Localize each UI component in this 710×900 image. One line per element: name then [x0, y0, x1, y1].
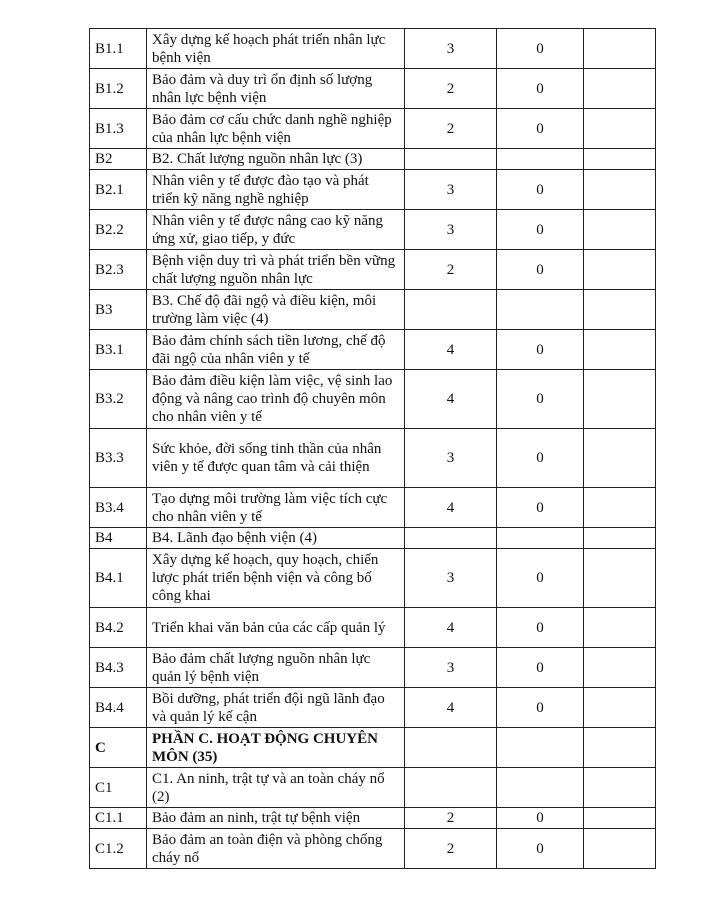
criterion-score: [497, 768, 584, 808]
table-row: [90, 290, 656, 330]
criterion-note: [584, 648, 656, 688]
criterion-name: Bảo đảm điều kiện làm việc, vệ sinh lao động và nâng cao trình độ chuyên môn cho nhân viên y tế: [147, 370, 405, 429]
criterion-score: 0: [497, 69, 584, 109]
criterion-name: Bệnh viện duy trì và phát triển bền vững chất lượng nguồn nhân lực: [147, 250, 405, 290]
criterion-max-score: 4: [405, 370, 497, 429]
criterion-code: B4: [90, 528, 147, 549]
criterion-note: [584, 250, 656, 290]
criterion-max-score: [405, 528, 497, 549]
criterion-score: 0: [497, 549, 584, 608]
table-row: [90, 330, 656, 370]
table-row: [90, 768, 656, 808]
table-row: [90, 728, 656, 768]
criterion-score: [497, 528, 584, 549]
criterion-name: B4. Lãnh đạo bệnh viện (4): [147, 528, 405, 549]
criterion-max-score: 2: [405, 808, 497, 829]
criterion-note: [584, 488, 656, 528]
criterion-note: [584, 149, 656, 170]
table-row: [90, 808, 656, 829]
criterion-max-score: 3: [405, 170, 497, 210]
criterion-note: [584, 829, 656, 869]
criterion-note: [584, 688, 656, 728]
criterion-max-score: 2: [405, 829, 497, 869]
criterion-name: Nhân viên y tế được nâng cao kỹ năng ứng xử, giao tiếp, y đức: [147, 210, 405, 250]
criterion-code: C1.2: [90, 829, 147, 869]
criterion-code: B2.3: [90, 250, 147, 290]
table-row: [90, 109, 656, 149]
table-row: [90, 528, 656, 549]
criterion-code: B2.1: [90, 170, 147, 210]
criterion-name: C1. An ninh, trật tự và an toàn cháy nổ (2): [147, 768, 405, 808]
criterion-name: Bảo đảm chất lượng nguồn nhân lực quản lý bệnh viện: [147, 648, 405, 688]
criterion-note: [584, 549, 656, 608]
criteria-table: [89, 28, 656, 869]
criterion-name: Bảo đảm cơ cấu chức danh nghề nghiệp của nhân lực bệnh viện: [147, 109, 405, 149]
criterion-max-score: 4: [405, 330, 497, 370]
criterion-score: [497, 290, 584, 330]
criterion-max-score: [405, 768, 497, 808]
table-row: [90, 648, 656, 688]
criterion-name: Bảo đảm an toàn điện và phòng chống cháy nổ: [147, 829, 405, 869]
criterion-note: [584, 29, 656, 69]
criterion-score: 0: [497, 688, 584, 728]
criterion-name: Xây dựng kế hoạch, quy hoạch, chiến lược phát triển bệnh viện và công bố công khai: [147, 549, 405, 608]
criterion-note: [584, 528, 656, 549]
criterion-score: 0: [497, 250, 584, 290]
table-row: [90, 29, 656, 69]
criterion-max-score: 3: [405, 549, 497, 608]
criterion-score: 0: [497, 429, 584, 488]
criteria-table-body: [90, 29, 656, 869]
criterion-code: C1: [90, 768, 147, 808]
criterion-code: B4.3: [90, 648, 147, 688]
criterion-name: PHẦN C. HOẠT ĐỘNG CHUYÊN MÔN (35): [147, 728, 405, 768]
criterion-name: Bảo đảm chính sách tiền lương, chế độ đãi ngộ của nhân viên y tế: [147, 330, 405, 370]
criterion-score: 0: [497, 608, 584, 648]
criterion-name: Triển khai văn bản của các cấp quản lý: [147, 608, 405, 648]
criterion-note: [584, 69, 656, 109]
criterion-score: [497, 728, 584, 768]
criterion-name: Xây dựng kế hoạch phát triển nhân lực bệnh viện: [147, 29, 405, 69]
table-row: [90, 170, 656, 210]
table-row: [90, 429, 656, 488]
criterion-note: [584, 608, 656, 648]
table-row: [90, 250, 656, 290]
criterion-code: B4.2: [90, 608, 147, 648]
criterion-max-score: 2: [405, 250, 497, 290]
criterion-score: 0: [497, 488, 584, 528]
criterion-max-score: [405, 290, 497, 330]
table-row: [90, 488, 656, 528]
criterion-name: Bảo đảm an ninh, trật tự bệnh viện: [147, 808, 405, 829]
criterion-max-score: 3: [405, 210, 497, 250]
criterion-name: Tạo dựng môi trường làm việc tích cực cho nhân viên y tế: [147, 488, 405, 528]
criterion-note: [584, 370, 656, 429]
criterion-code: B2: [90, 149, 147, 170]
criterion-score: 0: [497, 109, 584, 149]
criterion-code: B1.3: [90, 109, 147, 149]
criterion-score: 0: [497, 808, 584, 829]
criterion-note: [584, 170, 656, 210]
table-row: [90, 370, 656, 429]
criterion-score: 0: [497, 29, 584, 69]
criterion-note: [584, 808, 656, 829]
criterion-code: B3: [90, 290, 147, 330]
criterion-max-score: 3: [405, 648, 497, 688]
table-row: [90, 549, 656, 608]
criterion-code: B4.1: [90, 549, 147, 608]
criterion-max-score: 2: [405, 69, 497, 109]
table-row: [90, 829, 656, 869]
criterion-score: 0: [497, 648, 584, 688]
criterion-max-score: 4: [405, 688, 497, 728]
criterion-name: Sức khỏe, đời sống tinh thần của nhân viên y tế được quan tâm và cải thiện: [147, 429, 405, 488]
criterion-score: 0: [497, 829, 584, 869]
criterion-max-score: 3: [405, 29, 497, 69]
table-row: [90, 69, 656, 109]
criterion-name: Nhân viên y tế được đào tạo và phát triển kỹ năng nghề nghiệp: [147, 170, 405, 210]
criterion-name: B2. Chất lượng nguồn nhân lực (3): [147, 149, 405, 170]
table-row: [90, 149, 656, 170]
criterion-note: [584, 330, 656, 370]
table-row: [90, 608, 656, 648]
criterion-max-score: 4: [405, 608, 497, 648]
criterion-code: B3.4: [90, 488, 147, 528]
criterion-note: [584, 109, 656, 149]
criterion-note: [584, 768, 656, 808]
criterion-score: 0: [497, 370, 584, 429]
criterion-score: [497, 149, 584, 170]
criterion-code: B1.1: [90, 29, 147, 69]
criterion-name: B3. Chế độ đãi ngộ và điều kiện, môi trường làm việc (4): [147, 290, 405, 330]
criterion-score: 0: [497, 170, 584, 210]
criterion-score: 0: [497, 330, 584, 370]
criterion-max-score: 3: [405, 429, 497, 488]
criterion-max-score: 2: [405, 109, 497, 149]
criterion-score: 0: [497, 210, 584, 250]
criterion-note: [584, 429, 656, 488]
criterion-name: Bảo đảm và duy trì ổn định số lượng nhân lực bệnh viện: [147, 69, 405, 109]
criterion-note: [584, 728, 656, 768]
criterion-code: C1.1: [90, 808, 147, 829]
criterion-code: B1.2: [90, 69, 147, 109]
criterion-note: [584, 210, 656, 250]
table-row: [90, 688, 656, 728]
criterion-max-score: [405, 728, 497, 768]
criterion-name: Bồi dưỡng, phát triển đội ngũ lãnh đạo và quản lý kế cận: [147, 688, 405, 728]
criterion-code: B4.4: [90, 688, 147, 728]
criterion-code: C: [90, 728, 147, 768]
criterion-code: B3.1: [90, 330, 147, 370]
criterion-code: B2.2: [90, 210, 147, 250]
criterion-code: B3.2: [90, 370, 147, 429]
criterion-note: [584, 290, 656, 330]
criterion-max-score: [405, 149, 497, 170]
criterion-max-score: 4: [405, 488, 497, 528]
table-row: [90, 210, 656, 250]
criterion-code: B3.3: [90, 429, 147, 488]
